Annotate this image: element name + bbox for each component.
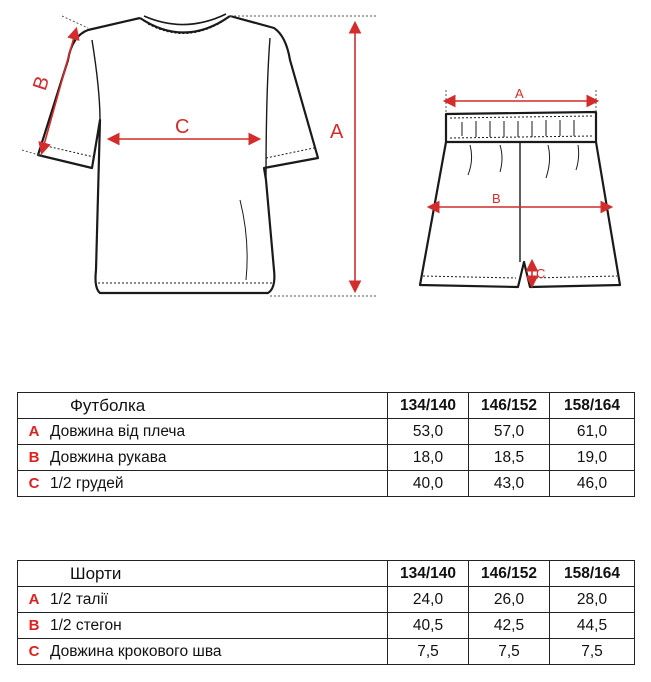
row-letter: B (28, 616, 40, 634)
table-row (18, 639, 635, 665)
table-cell: 61,0 (550, 419, 635, 445)
row-label: Довжина крокового шва (50, 642, 222, 660)
row-letter: C (28, 474, 40, 492)
shorts-drawing (420, 112, 620, 287)
table-row (18, 613, 635, 639)
table-cell: 28,0 (550, 587, 635, 613)
tshirt-table-header (18, 393, 635, 419)
table-cell: 42,5 (469, 613, 550, 639)
tshirt-measurements (42, 24, 355, 290)
row-letter: C (28, 642, 40, 660)
tshirt-label-c: C (175, 116, 190, 138)
table-cell: 53,0 (388, 419, 469, 445)
tshirt-drawing (38, 14, 318, 293)
table-cell: 18,5 (469, 445, 550, 471)
size-header: 134/140 (388, 393, 469, 419)
shorts-table-title: Шорти (18, 561, 388, 587)
size-header: 146/152 (469, 561, 550, 587)
row-label: 1/2 стегон (50, 616, 122, 634)
table-cell: 40,0 (388, 471, 469, 497)
size-header: 158/164 (550, 561, 635, 587)
row-letter: A (28, 422, 40, 440)
garment-diagram (0, 0, 651, 330)
table-cell: 57,0 (469, 419, 550, 445)
table-cell: 19,0 (550, 445, 635, 471)
table-cell: 46,0 (550, 471, 635, 497)
table-cell: 44,5 (550, 613, 635, 639)
size-header: 134/140 (388, 561, 469, 587)
table-cell: 40,5 (388, 613, 469, 639)
table-row (18, 445, 635, 471)
tshirt-table-title: Футболка (18, 393, 388, 419)
row-label: 1/2 талії (50, 590, 109, 608)
table-cell: 24,0 (388, 587, 469, 613)
shorts-size-table (17, 560, 635, 665)
shorts-label-b: B (492, 191, 501, 206)
size-header: 158/164 (550, 393, 635, 419)
table-cell: 43,0 (469, 471, 550, 497)
shorts-table-header (18, 561, 635, 587)
row-label: 1/2 грудей (50, 474, 124, 492)
tshirt-size-table (17, 392, 635, 497)
table-cell: 7,5 (550, 639, 635, 665)
tshirt-label-b: B (29, 73, 55, 94)
table-cell: 7,5 (388, 639, 469, 665)
table-cell: 26,0 (469, 587, 550, 613)
row-letter: A (28, 590, 40, 608)
row-label: Довжина рукава (50, 448, 167, 466)
table-cell: 18,0 (388, 445, 469, 471)
shorts-label-a: A (515, 86, 524, 101)
table-row (18, 587, 635, 613)
size-header: 146/152 (469, 393, 550, 419)
row-letter: B (28, 448, 40, 466)
table-cell: 7,5 (469, 639, 550, 665)
table-row (18, 419, 635, 445)
shorts-label-c: C (536, 266, 546, 281)
row-label: Довжина від плеча (50, 422, 186, 440)
table-row (18, 471, 635, 497)
tshirt-label-a: A (330, 121, 344, 143)
